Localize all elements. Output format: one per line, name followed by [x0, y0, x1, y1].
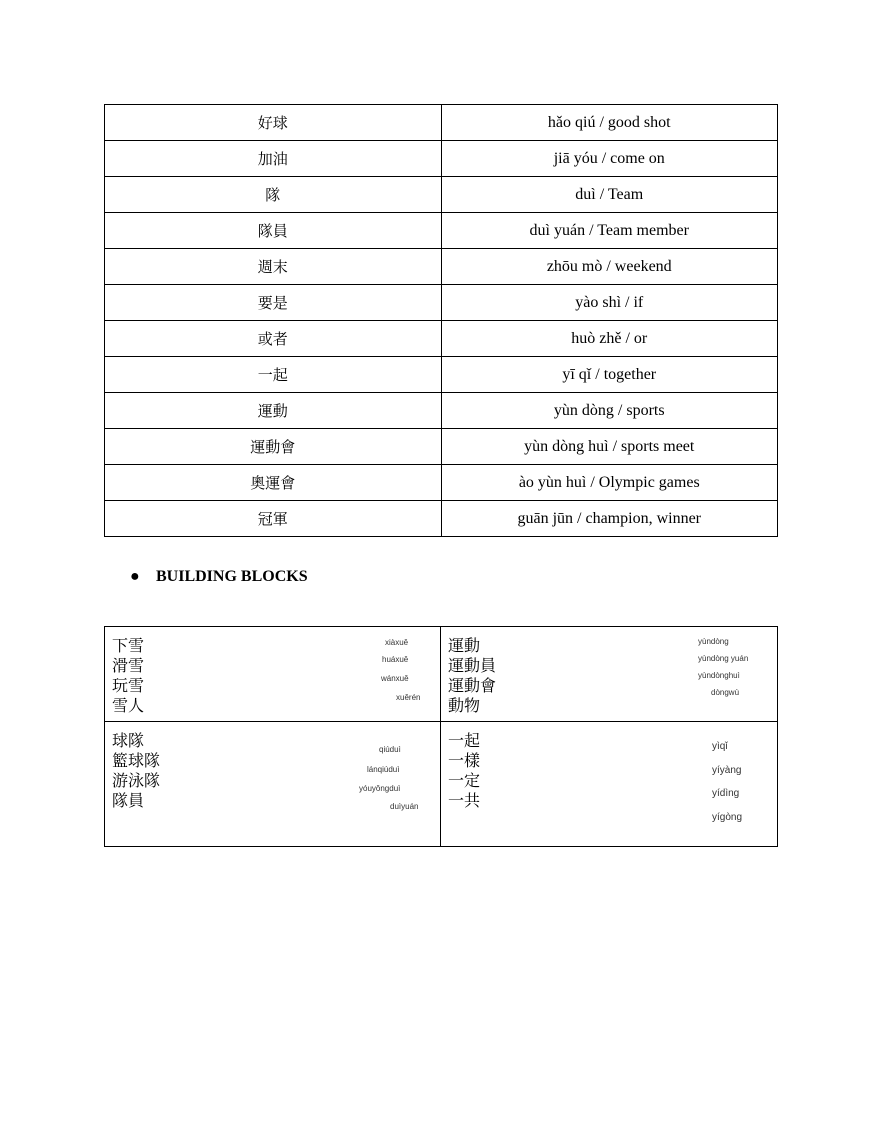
block-one-words	[448, 731, 480, 811]
block-word: 球隊	[112, 731, 145, 750]
block-pinyin: lánqiúduì	[367, 765, 400, 774]
chinese-term: 或者	[105, 321, 442, 357]
chinese-term: 週末	[105, 249, 442, 285]
block-word: 玩雪	[112, 676, 145, 695]
table-row	[105, 393, 778, 429]
block-word: 運動	[448, 636, 481, 655]
pinyin-translation: hǎo qiú / good shot	[441, 105, 778, 141]
block-word: 雪人	[112, 696, 145, 715]
chinese-term: 奧運會	[105, 465, 442, 501]
column-divider	[440, 627, 441, 846]
building-blocks-table	[104, 626, 778, 847]
chinese-term: 好球	[105, 105, 442, 141]
pinyin-translation: yùn dòng / sports	[441, 393, 778, 429]
pinyin-translation: duì yuán / Team member	[441, 213, 778, 249]
block-pinyin: xiàxuě	[385, 638, 409, 647]
block-word: 滑雪	[112, 656, 145, 675]
pinyin-translation: guān jūn / champion, winner	[441, 501, 778, 537]
chinese-term: 隊員	[105, 213, 442, 249]
table-row	[105, 249, 778, 285]
block-pinyin: yùndòng	[698, 637, 729, 646]
table-row	[105, 465, 778, 501]
chinese-term: 運動會	[105, 429, 442, 465]
block-word: 運動會	[448, 676, 497, 695]
pinyin-translation: yī qǐ / together	[441, 357, 778, 393]
row-divider	[105, 721, 777, 722]
block-word: 一定	[448, 771, 481, 790]
block-word: 一樣	[448, 751, 481, 770]
block-word: 動物	[448, 696, 481, 715]
block-pinyin: xuěrén	[396, 693, 421, 702]
block-snow-words	[112, 636, 144, 716]
block-word: 隊員	[112, 791, 145, 810]
pinyin-translation: duì / Team	[441, 177, 778, 213]
bullet-icon: ●	[130, 568, 140, 585]
block-pinyin: yídìng	[712, 788, 740, 799]
section-heading	[130, 568, 308, 586]
pinyin-translation: huò zhě / or	[441, 321, 778, 357]
block-word: 游泳隊	[112, 771, 161, 790]
chinese-term: 加油	[105, 141, 442, 177]
vocabulary-table	[104, 104, 778, 537]
block-pinyin: huáxuě	[382, 655, 409, 664]
pinyin-translation: ào yùn huì / Olympic games	[441, 465, 778, 501]
table-row	[105, 285, 778, 321]
block-word: 下雪	[112, 636, 145, 655]
pinyin-translation: zhōu mò / weekend	[441, 249, 778, 285]
table-row	[105, 357, 778, 393]
section-heading-text: BUILDING BLOCKS	[156, 568, 308, 585]
block-word: 一起	[448, 731, 481, 750]
pinyin-translation: jiā yóu / come on	[441, 141, 778, 177]
block-team-words	[112, 731, 160, 811]
table-row	[105, 429, 778, 465]
chinese-term: 冠軍	[105, 501, 442, 537]
block-pinyin: qiúduì	[379, 745, 401, 754]
chinese-term: 隊	[105, 177, 442, 213]
block-pinyin: yíyàng	[712, 765, 742, 776]
table-row	[105, 321, 778, 357]
table-row	[105, 213, 778, 249]
block-word: 一共	[448, 791, 481, 810]
table-row	[105, 141, 778, 177]
block-pinyin: yígòng	[712, 812, 743, 823]
pinyin-translation: yào shì / if	[441, 285, 778, 321]
block-word: 運動員	[448, 656, 497, 675]
chinese-term: 要是	[105, 285, 442, 321]
table-row	[105, 501, 778, 537]
pinyin-translation: yùn dòng huì / sports meet	[441, 429, 778, 465]
chinese-term: 一起	[105, 357, 442, 393]
block-pinyin: dòngwù	[711, 688, 740, 697]
block-pinyin: wánxuě	[381, 674, 409, 683]
block-pinyin: yùndòng yuán	[698, 654, 749, 663]
chinese-term: 運動	[105, 393, 442, 429]
block-pinyin: yóuyǒngduì	[359, 784, 401, 793]
block-pinyin: yùndònghuì	[698, 671, 740, 680]
block-sport-words	[448, 636, 496, 716]
table-row	[105, 105, 778, 141]
block-pinyin: yìqǐ	[712, 741, 728, 752]
table-row	[105, 177, 778, 213]
block-word: 籃球隊	[112, 751, 161, 770]
block-pinyin: duìyuán	[390, 802, 419, 811]
